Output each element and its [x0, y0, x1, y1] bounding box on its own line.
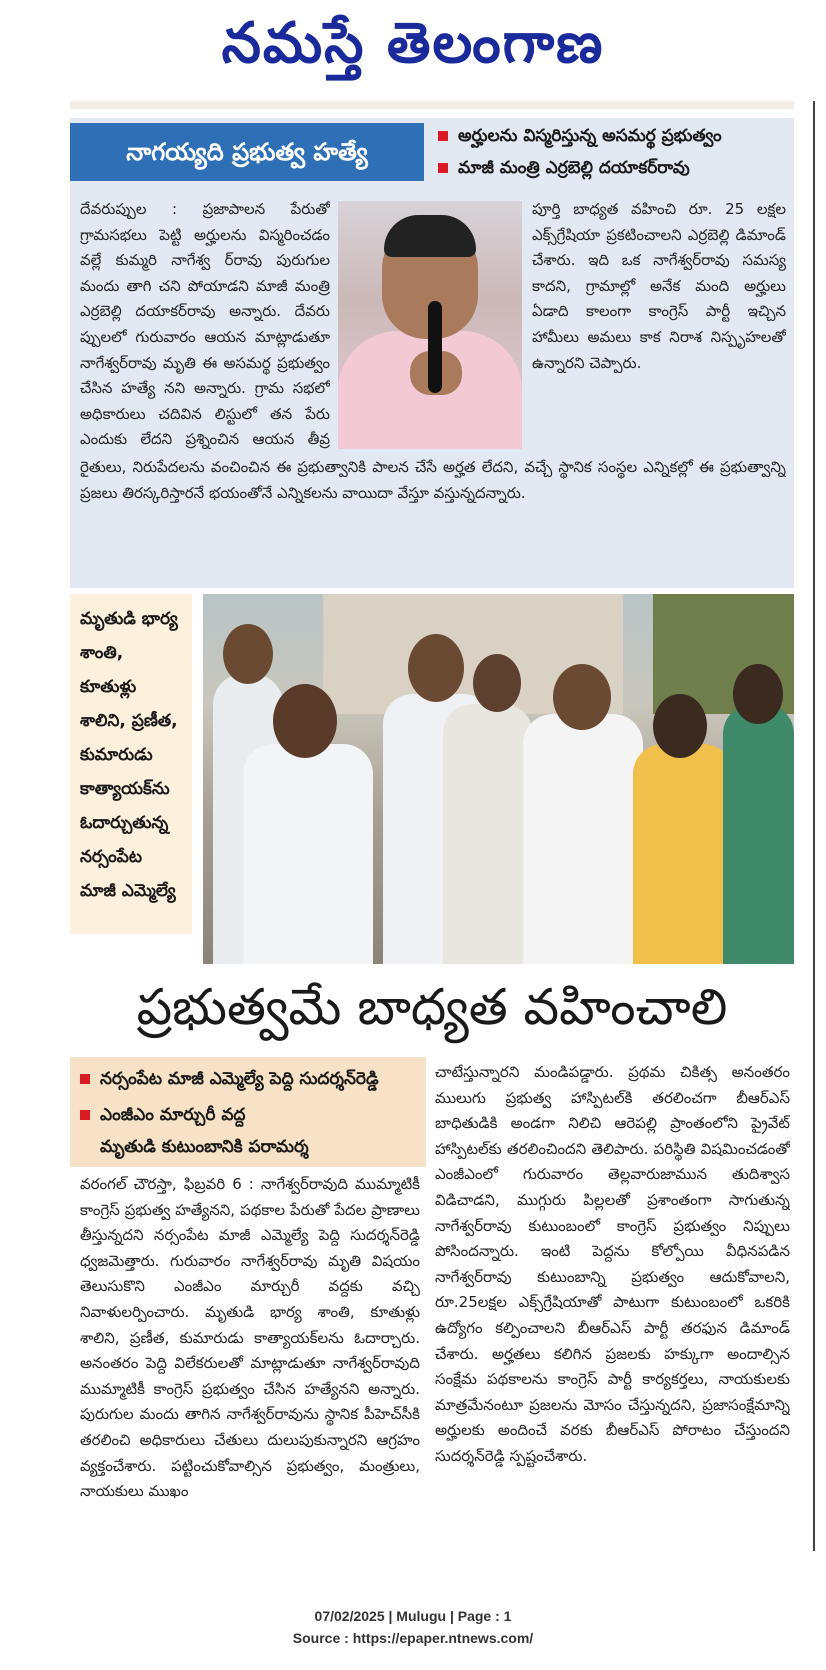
- article-2-body-right: చాటేస్తున్నారని మండిపడ్డారు. ప్రథమ చికిత్స అనంతరం ములుగు ప్రభుత్వ హాస్పిటల్‌కి తరలించగా బీఆర్‌ఎస్ బాధితుడికి అండగా నిలిచి ఆరెపల్లి ప్రాంతంలోని ప్రైవేట్ హాస్పిటల్‌కు తరలించిందని తెలిపారు. పరిస్థితి విషమించడంతో ఎంజీఎంలో గురువారం తెల్లవారుజామున తుదిశ్వాస విడిచాడని, ముగ్గురు పిల్లలతో ప్రశాంతంగా సాగుతున్న నాగేశ్వర్‌రావు కుటుంబంలో కాంగ్రెస్ ప్రభుత్వం నిప్పులు పోసిందన్నారు. ఇంటి పెద్దను కోల్పోయి వీధినపడిన నాగేశ్వర్‌రావు కుటుంబాన్ని ప్రభుత్వం ఆదుకోవాలని, రూ.25లక్షల ఎక్స్‌గ్రేషియాతో పాటుగా కుటుంబంలో ఒకరికి ఉద్యోగం కల్పించాలని బీఆర్‌ఎస్ పార్టీ తరఫున డిమాండ్ చేశారు. అర్హతలు కలిగిన ప్రజలకు హక్కుగా అందాల్సిన సంక్షేమ పథకాలను కాంగ్రెస్ పార్టీ కార్యకర్తలు, నాయకులకు మాత్రమేనంటూ ప్రజలను మోసం చేస్తున్నదని, ప్రజాసంక్షేమాన్ని అర్హులకు అందించే వరకు బీఆర్‌ఎస్ పోరాటం చేస్తుందని సుదర్శన్‌రెడ్డి స్పష్టంచేశారు.: [435, 1063, 790, 1465]
- kicker-text: నర్సంపేట మాజీ ఎమ్మెల్యే పెద్ది సుదర్శన్‌రెడ్డి: [100, 1069, 379, 1089]
- page-right-rule: [813, 101, 815, 1551]
- photo-caption: మృతుడి భార్య శాంతి, కూతుళ్లు శాలిని, ప్రణీత, కుమారుడు కాత్యాయక్‌ను ఓదార్చుతున్న నర్సంపేట మాజీ ఎమ్మెల్యే: [80, 609, 178, 901]
- kicker-text: మాజీ మంత్రి ఎర్రబెల్లి దయాకర్‌రావు: [458, 158, 690, 178]
- article-1-body-right: పూర్తి బాధ్యత వహించి రూ. 25 లక్షల ఎక్స్‌గ్రేషియా ప్రకటించాలని ఎర్రబెల్లి డిమాండ్ చేశారు. ఇది ఒక నాగేశ్వర్‌రావు సమస్య కాదని, గ్రామాల్లో అనేక మంది అర్హులు ఏడాది కాలంగా కాంగ్రెస్ పార్టీ ఇచ్చిన హామీలు అమలు కాక నిరాశ నిస్పృహలతో ఉన్నారని చెప్పారు.: [532, 200, 786, 372]
- article-1-headline: నాగయ్యది ప్రభుత్వ హత్యే: [70, 123, 424, 181]
- bullet-icon: [80, 1110, 90, 1120]
- page-footer: [0, 1605, 826, 1649]
- article-2-kickers: [70, 1057, 426, 1167]
- kicker-item: [80, 1067, 420, 1091]
- article-1-body-bottom: రైతులు, నిరుపేదలను వంచించిన ఈ ప్రభుత్వానికి పాలన చేసే అర్హత లేదని, వచ్చే స్థానిక సంస్థల ఎన్నికల్లో ఈ ప్రభుత్వాన్ని ప్రజలు తిరస్కరిస్తారనే భయంతోనే ఎన్నికలను వాయిదా వేస్తూ వస్తున్నదన్నారు.: [80, 458, 786, 502]
- bullet-icon: [438, 131, 448, 141]
- kicker-item: [80, 1103, 420, 1127]
- photo-caption-box: [70, 594, 192, 934]
- article-1-kickers: [438, 124, 794, 180]
- kicker-text: ఎంజీఎం మార్చురీ వద్ద: [100, 1105, 246, 1125]
- kicker-item: [438, 124, 794, 148]
- footer-date-line: 07/02/2025 | Mulugu | Page : 1: [314, 1608, 512, 1624]
- masthead: [0, 0, 826, 95]
- article-2-body-left: వరంగల్ చౌరస్తా, ఫిబ్రవరి 6 : నాగేశ్వర్‌రావుది ముమ్మాటికీ కాంగ్రెస్ ప్రభుత్వ హత్యేనని, పథకాల పేరుతో పేదల ప్రాణాలు తీస్తున్నదని నర్సంపేట మాజీ ఎమ్మెల్యే పెద్ది సుదర్శన్‌రెడ్డి ధ్వజమెత్తారు. గురువారం నాగేశ్వర్‌రావు మృతి విషయం తెలుసుకొని ఎంజీఎం మార్చురీ వద్దకు వచ్చి నివాళులర్పించారు. మృతుడి భార్య శాంతి, కూతుళ్లు శాలిని, ప్రణీత, కుమారుడు కాత్యాయక్‌లను ఓదార్చారు. అనంతరం పెద్ది విలేకరులతో మాట్లాడుతూ నాగేశ్వర్‌రావుది ముమ్మాటికీ కాంగ్రెస్ ప్రభుత్వం చేసిన హత్యేనని అన్నారు. పురుగుల మందు తాగిన నాగేశ్వర్‌రావును స్థానిక పీహెచ్‌సీకి తరలించి అధికారులు చేతులు దులుపుకున్నారని ఆగ్రహం వ్యక్తంచేశారు. పట్టించుకోవాల్సిన ప్రభుత్వం, మంత్రులు, నాయకులు ముఖం: [80, 1175, 420, 1501]
- article-2-headline: ప్రభుత్వమే బాధ్యత వహించాలి: [136, 978, 728, 1036]
- article-2-photo: [203, 594, 794, 964]
- masthead-title: నమస్తే తెలంగాణ: [221, 10, 605, 76]
- bullet-icon: [438, 163, 448, 173]
- footer-source-line: Source : https://epaper.ntnews.com/: [292, 1630, 534, 1646]
- bullet-icon: [80, 1074, 90, 1084]
- kicker-text: మృతుడి కుటుంబానికి పరామర్శ: [100, 1137, 309, 1157]
- kicker-text: అర్హులను విస్మరిస్తున్న అసమర్థ ప్రభుత్వం: [458, 126, 722, 146]
- top-divider: [70, 101, 794, 109]
- article-1-body-left: దేవరుప్పుల : ప్రజాపాలన పేరుతో గ్రామసభలు పెట్టి అర్హులను విస్మరించడం వల్లే కుమ్మరి నాగేశ్వ ర్‌రావు పురుగుల మందు తాగి చని పోయాడని మాజీ మంత్రి ఎర్రబెల్లి దయాకర్‌రావు అన్నారు. దేవరు ప్పులలో గురువారం ఆయన మాట్లాడుతూ నాగేశ్వర్‌రావు మృతి ఈ అసమర్థ ప్రభుత్వం చేసిన హత్యే నని అన్నారు. గ్రామ సభలో అధికారులు చదివిన లిస్టులో తన పేరు ఎందుకు లేదని ప్రశ్నించిన ఆయన తీవ్ర: [80, 200, 330, 449]
- article-1-photo: [338, 201, 522, 449]
- kicker-item: [438, 156, 794, 180]
